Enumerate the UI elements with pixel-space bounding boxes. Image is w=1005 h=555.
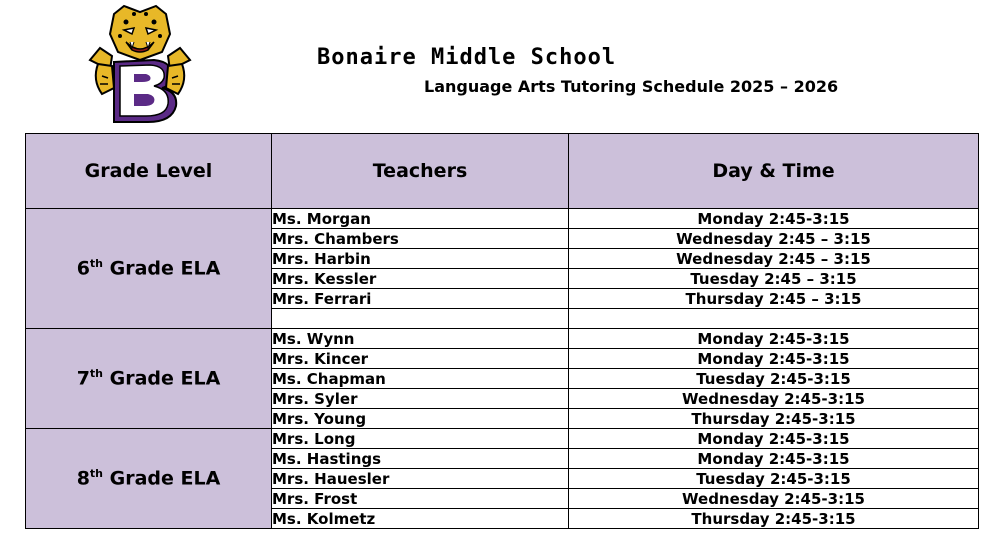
- teacher-name: Ms. Morgan: [272, 209, 569, 229]
- tutoring-time: Tuesday 2:45-3:15: [569, 369, 979, 389]
- grade-level-6: [26, 209, 272, 329]
- tutoring-time: Monday 2:45-3:15: [569, 429, 979, 449]
- tutoring-time: Monday 2:45-3:15: [569, 209, 979, 229]
- grade-ordinal-suffix: th: [89, 367, 104, 381]
- grade-label: Grade ELA: [103, 467, 221, 490]
- teacher-name: Ms. Kolmetz: [272, 509, 569, 529]
- tutoring-time: Wednesday 2:45 – 3:15: [569, 229, 979, 249]
- teacher-name: Mrs. Chambers: [272, 229, 569, 249]
- grade-number: 8: [76, 467, 90, 490]
- schedule-subtitle: Language Arts Tutoring Schedule 2025 – 2026: [424, 77, 839, 96]
- teacher-name: Mrs. Syler: [272, 389, 569, 409]
- teacher-name: Ms. Chapman: [272, 369, 569, 389]
- teacher-name: Ms. Hastings: [272, 449, 569, 469]
- grade-label: Grade ELA: [103, 367, 221, 390]
- tutoring-time: Wednesday 2:45-3:15: [569, 389, 979, 409]
- teacher-name: Mrs. Frost: [272, 489, 569, 509]
- tutoring-schedule-table: [25, 133, 979, 529]
- teacher-name: Ms. Wynn: [272, 329, 569, 349]
- table-row: [26, 329, 979, 349]
- grade-number: 6: [76, 257, 90, 280]
- tutoring-time: Wednesday 2:45 – 3:15: [569, 249, 979, 269]
- teacher-name: Mrs. Kincer: [272, 349, 569, 369]
- column-header-grade-level: Grade Level: [26, 134, 272, 209]
- teacher-name: Mrs. Harbin: [272, 249, 569, 269]
- tutoring-time: Monday 2:45-3:15: [569, 449, 979, 469]
- grade-number: 7: [76, 367, 90, 390]
- teacher-name: Mrs. Kessler: [272, 269, 569, 289]
- tutoring-time: Thursday 2:45-3:15: [569, 509, 979, 529]
- grade-ordinal-suffix: th: [89, 467, 104, 481]
- tutoring-time: Thursday 2:45 – 3:15: [569, 289, 979, 309]
- column-header-teachers: Teachers: [272, 134, 569, 209]
- tutoring-time: Wednesday 2:45-3:15: [569, 489, 979, 509]
- grade-level-8: [26, 429, 272, 529]
- teacher-name: Mrs. Young: [272, 409, 569, 429]
- tutoring-time: Tuesday 2:45 – 3:15: [569, 269, 979, 289]
- tutoring-time: Thursday 2:45-3:15: [569, 409, 979, 429]
- grade-ordinal-suffix: th: [89, 257, 104, 271]
- grade-label: Grade ELA: [103, 257, 221, 280]
- tutoring-time: Tuesday 2:45-3:15: [569, 469, 979, 489]
- table-header-row: [26, 134, 979, 209]
- teacher-name: Mrs. Long: [272, 429, 569, 449]
- teacher-name: Mrs. Ferrari: [272, 289, 569, 309]
- grade-level-7: [26, 329, 272, 429]
- school-name: Bonaire Middle School: [317, 45, 617, 70]
- school-mascot-logo: [84, 4, 196, 126]
- column-header-day-time: Day & Time: [569, 134, 979, 209]
- table-row: [26, 429, 979, 449]
- table-row: [26, 209, 979, 229]
- tutoring-time: [569, 309, 979, 329]
- tutoring-time: Monday 2:45-3:15: [569, 349, 979, 369]
- teacher-name: [272, 309, 569, 329]
- teacher-name: Mrs. Hauesler: [272, 469, 569, 489]
- tutoring-time: Monday 2:45-3:15: [569, 329, 979, 349]
